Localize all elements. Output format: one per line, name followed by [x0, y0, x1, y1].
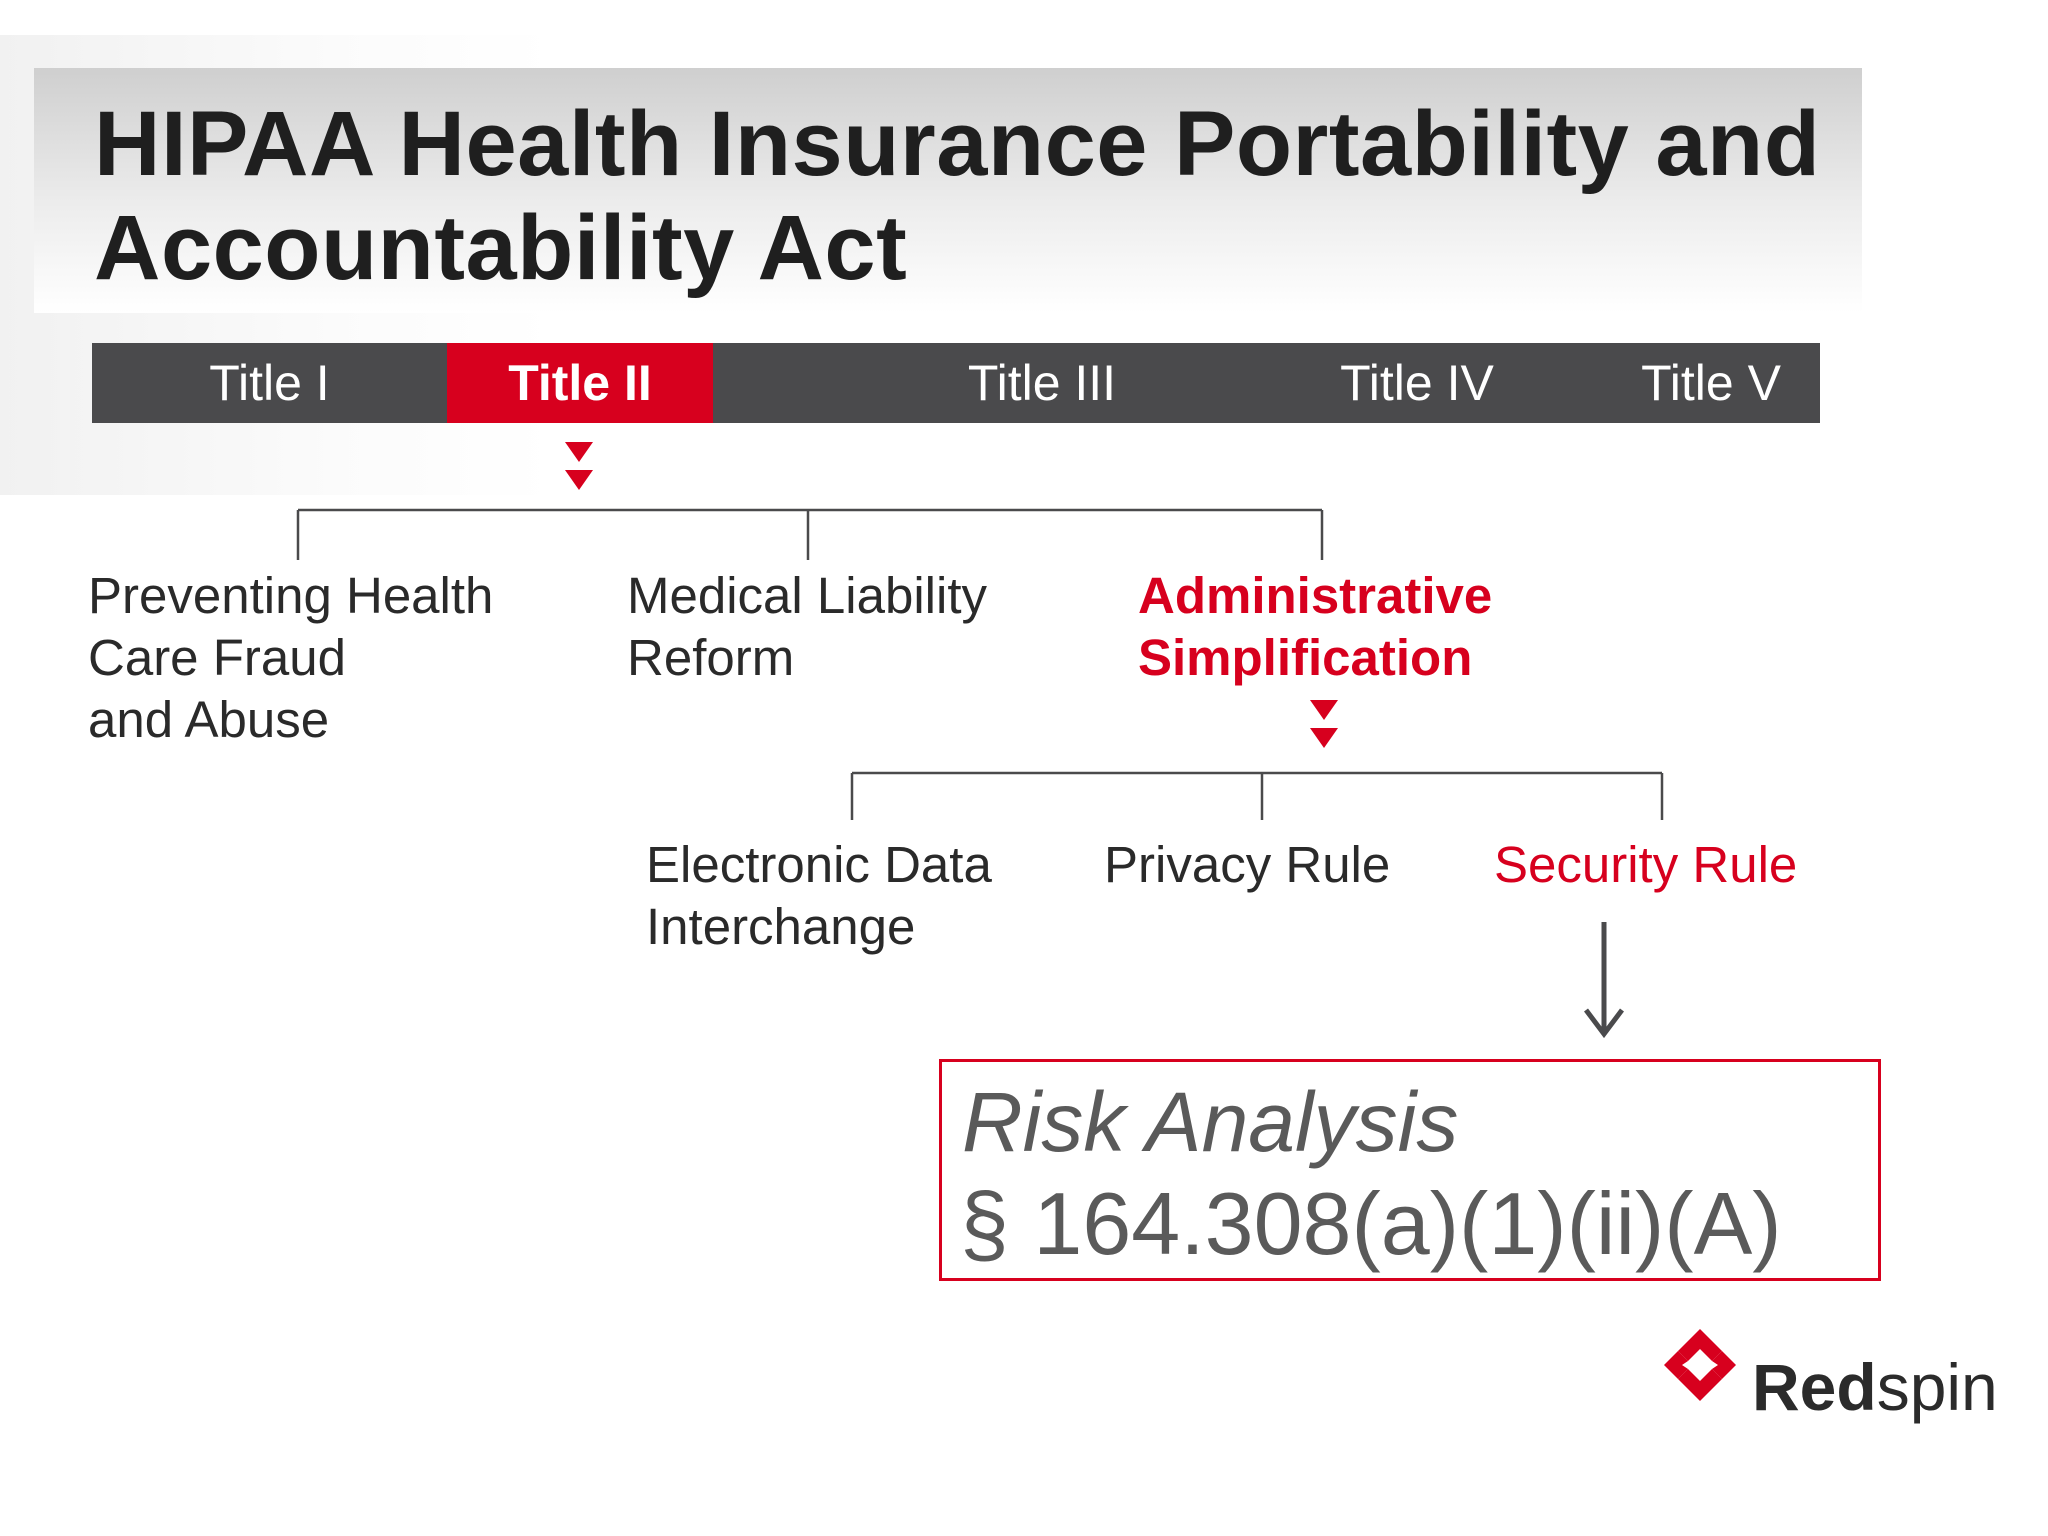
tab-title-i[interactable]: Title I: [209, 355, 330, 411]
risk-analysis-box: [939, 1059, 1881, 1281]
title-ii-down-marker: [565, 442, 593, 490]
admin-down-marker: [1310, 700, 1338, 748]
logo-text-bold: Red: [1752, 1350, 1877, 1424]
node-preventing-fraud: Preventing Health Care Fraud and Abuse: [88, 567, 494, 748]
node-security-rule: Security Rule: [1494, 836, 1798, 893]
risk-analysis-title: Risk Analysis: [962, 1075, 1459, 1169]
redspin-logo-icon: [1660, 1325, 1740, 1405]
node-electronic-data: Electronic Data Interchange: [646, 836, 992, 955]
node-admin-simplification: Administrative Simplification: [1138, 567, 1493, 686]
logo-text-light: spin: [1876, 1350, 1998, 1424]
page-title: HIPAA Health Insurance Portability and Accountability Act: [94, 93, 1821, 299]
redspin-logo-text: [1752, 1347, 1998, 1427]
tab-title-iv[interactable]: Title IV: [1340, 355, 1494, 411]
tab-title-iii[interactable]: Title III: [967, 355, 1117, 411]
admin-bracket: [852, 773, 1662, 820]
node-medical-liability: Medical Liability Reform: [627, 567, 987, 686]
risk-analysis-citation: § 164.308(a)(1)(ii)(A): [960, 1174, 1782, 1273]
node-privacy-rule: Privacy Rule: [1104, 836, 1391, 893]
tab-title-ii[interactable]: Title II: [447, 343, 713, 423]
title-ii-bracket: [298, 510, 1322, 560]
redspin-logo: [1660, 1325, 2010, 1435]
tab-title-v[interactable]: Title V: [1641, 355, 1781, 411]
security-to-risk-arrow: [1586, 922, 1622, 1034]
